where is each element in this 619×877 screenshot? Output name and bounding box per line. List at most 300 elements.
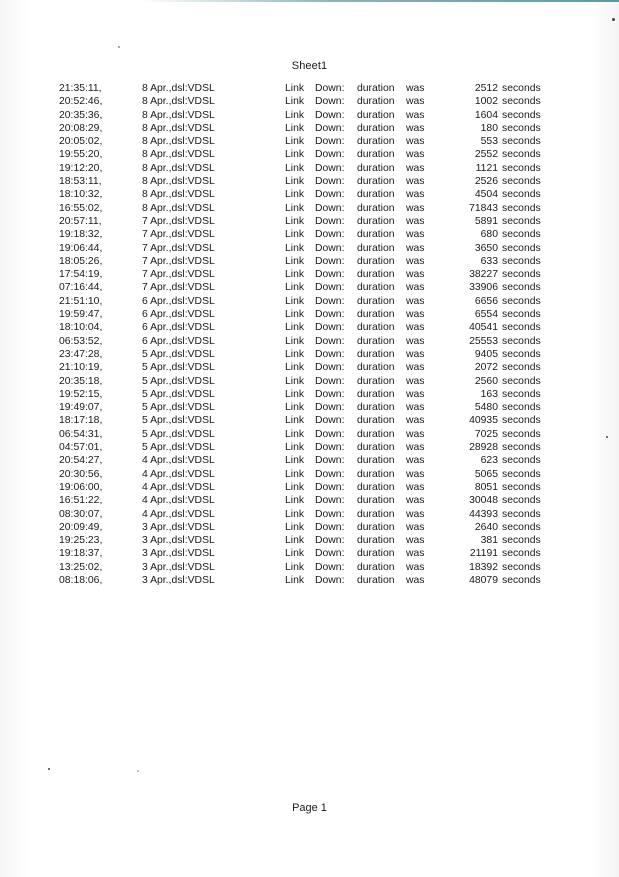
table-row bbox=[0, 95, 619, 108]
time-cell: 16:55:02, bbox=[59, 202, 103, 214]
table-row bbox=[0, 308, 619, 321]
down-cell: Down: bbox=[315, 189, 345, 201]
down-cell: Down: bbox=[315, 415, 345, 427]
was-cell: was bbox=[406, 176, 425, 188]
table-row bbox=[0, 428, 619, 441]
seconds-value-cell: 180 bbox=[480, 122, 498, 134]
table-row bbox=[0, 414, 619, 427]
down-cell: Down: bbox=[315, 402, 345, 414]
unit-cell: seconds bbox=[502, 229, 541, 241]
time-cell: 07:16:44, bbox=[59, 282, 103, 294]
table-row bbox=[0, 242, 619, 255]
duration-label-cell: duration bbox=[357, 388, 395, 400]
date-cell: 7 Apr.,dsl:VDSL bbox=[142, 215, 215, 227]
scan-speck bbox=[48, 768, 50, 770]
date-cell: 8 Apr.,dsl:VDSL bbox=[142, 109, 215, 121]
duration-label-cell: duration bbox=[357, 375, 395, 387]
was-cell: was bbox=[406, 375, 425, 387]
link-cell: Link bbox=[285, 481, 305, 493]
date-cell: 8 Apr.,dsl:VDSL bbox=[142, 122, 215, 134]
duration-label-cell: duration bbox=[357, 335, 395, 347]
down-cell: Down: bbox=[315, 215, 345, 227]
link-cell: Link bbox=[285, 375, 305, 387]
time-cell: 08:18:06, bbox=[59, 574, 103, 586]
unit-cell: seconds bbox=[502, 442, 541, 454]
table-row bbox=[0, 295, 619, 308]
seconds-value-cell: 5480 bbox=[474, 402, 498, 414]
link-cell: Link bbox=[285, 255, 305, 267]
time-cell: 13:25:02, bbox=[59, 561, 103, 573]
was-cell: was bbox=[406, 348, 425, 360]
duration-label-cell: duration bbox=[357, 442, 395, 454]
link-cell: Link bbox=[285, 109, 305, 121]
date-cell: 3 Apr.,dsl:VDSL bbox=[142, 521, 215, 533]
down-cell: Down: bbox=[315, 348, 345, 360]
unit-cell: seconds bbox=[502, 375, 541, 387]
link-cell: Link bbox=[285, 136, 305, 148]
down-cell: Down: bbox=[315, 202, 345, 214]
unit-cell: seconds bbox=[502, 269, 541, 281]
table-row bbox=[0, 494, 619, 507]
table-row bbox=[0, 335, 619, 348]
time-cell: 17:54:19, bbox=[59, 269, 103, 281]
link-cell: Link bbox=[285, 574, 305, 586]
table-row bbox=[0, 255, 619, 268]
seconds-value-cell: 163 bbox=[480, 388, 498, 400]
time-cell: 20:57:11, bbox=[59, 215, 102, 227]
table-row bbox=[0, 534, 619, 547]
down-cell: Down: bbox=[315, 322, 345, 334]
date-cell: 5 Apr.,dsl:VDSL bbox=[142, 402, 215, 414]
seconds-value-cell: 2560 bbox=[474, 375, 498, 387]
seconds-value-cell: 8051 bbox=[474, 481, 498, 493]
down-cell: Down: bbox=[315, 122, 345, 134]
down-cell: Down: bbox=[315, 521, 345, 533]
time-cell: 20:35:18, bbox=[59, 375, 103, 387]
time-cell: 19:18:37, bbox=[59, 548, 103, 560]
duration-label-cell: duration bbox=[357, 215, 395, 227]
seconds-value-cell: 9405 bbox=[474, 348, 498, 360]
unit-cell: seconds bbox=[502, 561, 541, 573]
link-cell: Link bbox=[285, 189, 305, 201]
unit-cell: seconds bbox=[502, 189, 541, 201]
unit-cell: seconds bbox=[502, 309, 541, 321]
seconds-value-cell: 33906 bbox=[469, 282, 498, 294]
link-cell: Link bbox=[285, 402, 305, 414]
seconds-value-cell: 2526 bbox=[474, 176, 498, 188]
duration-label-cell: duration bbox=[357, 362, 395, 374]
seconds-value-cell: 2552 bbox=[474, 149, 498, 161]
table-row bbox=[0, 481, 619, 494]
date-cell: 8 Apr.,dsl:VDSL bbox=[142, 136, 215, 148]
time-cell: 19:06:44, bbox=[59, 242, 103, 254]
seconds-value-cell: 6656 bbox=[474, 295, 498, 307]
was-cell: was bbox=[406, 535, 425, 547]
seconds-value-cell: 680 bbox=[480, 229, 498, 241]
was-cell: was bbox=[406, 362, 425, 374]
was-cell: was bbox=[406, 96, 425, 108]
date-cell: 6 Apr.,dsl:VDSL bbox=[142, 309, 215, 321]
was-cell: was bbox=[406, 189, 425, 201]
seconds-value-cell: 1002 bbox=[474, 96, 498, 108]
unit-cell: seconds bbox=[502, 468, 541, 480]
table-row bbox=[0, 202, 619, 215]
link-cell: Link bbox=[285, 149, 305, 161]
down-cell: Down: bbox=[315, 96, 345, 108]
duration-label-cell: duration bbox=[357, 229, 395, 241]
table-row bbox=[0, 215, 619, 228]
was-cell: was bbox=[406, 322, 425, 334]
unit-cell: seconds bbox=[502, 548, 541, 560]
was-cell: was bbox=[406, 109, 425, 121]
was-cell: was bbox=[406, 574, 425, 586]
date-cell: 7 Apr.,dsl:VDSL bbox=[142, 269, 215, 281]
time-cell: 19:55:20, bbox=[59, 149, 103, 161]
down-cell: Down: bbox=[315, 255, 345, 267]
seconds-value-cell: 623 bbox=[480, 455, 498, 467]
was-cell: was bbox=[406, 561, 425, 573]
down-cell: Down: bbox=[315, 295, 345, 307]
time-cell: 19:06:00, bbox=[59, 481, 103, 493]
date-cell: 8 Apr.,dsl:VDSL bbox=[142, 83, 215, 94]
down-cell: Down: bbox=[315, 136, 345, 148]
date-cell: 8 Apr.,dsl:VDSL bbox=[142, 176, 215, 188]
time-cell: 21:35:11, bbox=[59, 83, 102, 94]
unit-cell: seconds bbox=[502, 508, 541, 520]
duration-label-cell: duration bbox=[357, 348, 395, 360]
table-row bbox=[0, 574, 619, 587]
duration-label-cell: duration bbox=[357, 402, 395, 414]
link-cell: Link bbox=[285, 362, 305, 374]
down-cell: Down: bbox=[315, 495, 345, 507]
date-cell: 4 Apr.,dsl:VDSL bbox=[142, 481, 215, 493]
down-cell: Down: bbox=[315, 242, 345, 254]
was-cell: was bbox=[406, 388, 425, 400]
time-cell: 20:30:56, bbox=[59, 468, 103, 480]
time-cell: 20:05:02, bbox=[59, 136, 103, 148]
table-row bbox=[0, 148, 619, 161]
seconds-value-cell: 4504 bbox=[474, 189, 498, 201]
unit-cell: seconds bbox=[502, 282, 541, 294]
duration-label-cell: duration bbox=[357, 468, 395, 480]
duration-label-cell: duration bbox=[357, 561, 395, 573]
link-cell: Link bbox=[285, 176, 305, 188]
time-cell: 18:10:04, bbox=[59, 322, 103, 334]
date-cell: 5 Apr.,dsl:VDSL bbox=[142, 415, 215, 427]
date-cell: 7 Apr.,dsl:VDSL bbox=[142, 255, 215, 267]
unit-cell: seconds bbox=[502, 295, 541, 307]
link-cell: Link bbox=[285, 548, 305, 560]
table-row bbox=[0, 401, 619, 414]
link-cell: Link bbox=[285, 242, 305, 254]
link-cell: Link bbox=[285, 309, 305, 321]
duration-label-cell: duration bbox=[357, 495, 395, 507]
link-cell: Link bbox=[285, 96, 305, 108]
down-cell: Down: bbox=[315, 229, 345, 241]
link-cell: Link bbox=[285, 335, 305, 347]
unit-cell: seconds bbox=[502, 215, 541, 227]
time-cell: 19:12:20, bbox=[59, 162, 103, 174]
unit-cell: seconds bbox=[502, 402, 541, 414]
table-row bbox=[0, 281, 619, 294]
seconds-value-cell: 48079 bbox=[469, 574, 498, 586]
seconds-value-cell: 44393 bbox=[469, 508, 498, 520]
date-cell: 6 Apr.,dsl:VDSL bbox=[142, 295, 215, 307]
unit-cell: seconds bbox=[502, 428, 541, 440]
date-cell: 4 Apr.,dsl:VDSL bbox=[142, 468, 215, 480]
duration-label-cell: duration bbox=[357, 176, 395, 188]
date-cell: 3 Apr.,dsl:VDSL bbox=[142, 561, 215, 573]
duration-label-cell: duration bbox=[357, 109, 395, 121]
duration-label-cell: duration bbox=[357, 309, 395, 321]
time-cell: 19:59:47, bbox=[59, 309, 103, 321]
unit-cell: seconds bbox=[502, 415, 541, 427]
was-cell: was bbox=[406, 269, 425, 281]
date-cell: 8 Apr.,dsl:VDSL bbox=[142, 96, 215, 108]
link-cell: Link bbox=[285, 495, 305, 507]
duration-label-cell: duration bbox=[357, 322, 395, 334]
duration-label-cell: duration bbox=[357, 548, 395, 560]
link-cell: Link bbox=[285, 535, 305, 547]
duration-label-cell: duration bbox=[357, 162, 395, 174]
down-cell: Down: bbox=[315, 388, 345, 400]
table-row bbox=[0, 521, 619, 534]
duration-label-cell: duration bbox=[357, 535, 395, 547]
table-row bbox=[0, 268, 619, 281]
table-row bbox=[0, 547, 619, 560]
link-cell: Link bbox=[285, 215, 305, 227]
down-cell: Down: bbox=[315, 375, 345, 387]
link-cell: Link bbox=[285, 508, 305, 520]
time-cell: 20:54:27, bbox=[59, 455, 103, 467]
was-cell: was bbox=[406, 295, 425, 307]
seconds-value-cell: 30048 bbox=[469, 495, 498, 507]
table-row bbox=[0, 109, 619, 122]
date-cell: 5 Apr.,dsl:VDSL bbox=[142, 375, 215, 387]
seconds-value-cell: 1121 bbox=[475, 162, 498, 174]
unit-cell: seconds bbox=[502, 535, 541, 547]
page-number: Page 1 bbox=[292, 802, 327, 814]
date-cell: 4 Apr.,dsl:VDSL bbox=[142, 508, 215, 520]
date-cell: 8 Apr.,dsl:VDSL bbox=[142, 189, 215, 201]
was-cell: was bbox=[406, 521, 425, 533]
was-cell: was bbox=[406, 255, 425, 267]
duration-label-cell: duration bbox=[357, 508, 395, 520]
was-cell: was bbox=[406, 229, 425, 241]
unit-cell: seconds bbox=[502, 83, 541, 94]
link-cell: Link bbox=[285, 269, 305, 281]
date-cell: 5 Apr.,dsl:VDSL bbox=[142, 348, 215, 360]
time-cell: 18:17:18, bbox=[59, 415, 103, 427]
table-row bbox=[0, 122, 619, 135]
time-cell: 20:09:49, bbox=[59, 521, 103, 533]
unit-cell: seconds bbox=[502, 322, 541, 334]
time-cell: 06:53:52, bbox=[59, 335, 103, 347]
was-cell: was bbox=[406, 428, 425, 440]
date-cell: 3 Apr.,dsl:VDSL bbox=[142, 535, 215, 547]
seconds-value-cell: 40935 bbox=[469, 415, 498, 427]
was-cell: was bbox=[406, 442, 425, 454]
was-cell: was bbox=[406, 508, 425, 520]
time-cell: 18:10:32, bbox=[59, 189, 103, 201]
down-cell: Down: bbox=[315, 83, 345, 94]
time-cell: 20:08:29, bbox=[59, 122, 103, 134]
date-cell: 4 Apr.,dsl:VDSL bbox=[142, 455, 215, 467]
date-cell: 5 Apr.,dsl:VDSL bbox=[142, 428, 215, 440]
was-cell: was bbox=[406, 162, 425, 174]
seconds-value-cell: 6554 bbox=[474, 309, 498, 321]
unit-cell: seconds bbox=[502, 348, 541, 360]
time-cell: 23:47:28, bbox=[59, 348, 103, 360]
unit-cell: seconds bbox=[502, 162, 541, 174]
time-cell: 19:52:15, bbox=[59, 388, 103, 400]
duration-label-cell: duration bbox=[357, 83, 395, 94]
seconds-value-cell: 2072 bbox=[474, 362, 498, 374]
was-cell: was bbox=[406, 282, 425, 294]
table-row bbox=[0, 361, 619, 374]
link-cell: Link bbox=[285, 295, 305, 307]
was-cell: was bbox=[406, 468, 425, 480]
duration-label-cell: duration bbox=[357, 136, 395, 148]
table-row bbox=[0, 175, 619, 188]
table-row bbox=[0, 348, 619, 361]
was-cell: was bbox=[406, 455, 425, 467]
log-table bbox=[0, 82, 619, 587]
time-cell: 06:54:31, bbox=[59, 428, 103, 440]
table-row bbox=[0, 321, 619, 334]
down-cell: Down: bbox=[315, 508, 345, 520]
link-cell: Link bbox=[285, 521, 305, 533]
down-cell: Down: bbox=[315, 109, 345, 121]
down-cell: Down: bbox=[315, 282, 345, 294]
time-cell: 20:35:36, bbox=[59, 109, 103, 121]
seconds-value-cell: 21191 bbox=[469, 548, 498, 560]
link-cell: Link bbox=[285, 202, 305, 214]
link-cell: Link bbox=[285, 428, 305, 440]
date-cell: 7 Apr.,dsl:VDSL bbox=[142, 229, 215, 241]
link-cell: Link bbox=[285, 322, 305, 334]
down-cell: Down: bbox=[315, 309, 345, 321]
date-cell: 6 Apr.,dsl:VDSL bbox=[142, 322, 215, 334]
scan-speck bbox=[612, 18, 615, 21]
was-cell: was bbox=[406, 136, 425, 148]
table-row bbox=[0, 561, 619, 574]
unit-cell: seconds bbox=[502, 122, 541, 134]
date-cell: 8 Apr.,dsl:VDSL bbox=[142, 162, 215, 174]
date-cell: 3 Apr.,dsl:VDSL bbox=[142, 548, 215, 560]
duration-label-cell: duration bbox=[357, 574, 395, 586]
scan-speck bbox=[137, 770, 139, 772]
unit-cell: seconds bbox=[502, 109, 541, 121]
link-cell: Link bbox=[285, 455, 305, 467]
seconds-value-cell: 38227 bbox=[469, 269, 498, 281]
seconds-value-cell: 40541 bbox=[469, 322, 498, 334]
time-cell: 21:10:19, bbox=[59, 362, 103, 374]
link-cell: Link bbox=[285, 122, 305, 134]
date-cell: 7 Apr.,dsl:VDSL bbox=[142, 282, 215, 294]
unit-cell: seconds bbox=[502, 242, 541, 254]
unit-cell: seconds bbox=[502, 96, 541, 108]
duration-label-cell: duration bbox=[357, 269, 395, 281]
date-cell: 8 Apr.,dsl:VDSL bbox=[142, 202, 215, 214]
seconds-value-cell: 5891 bbox=[474, 215, 498, 227]
seconds-value-cell: 28928 bbox=[469, 442, 498, 454]
seconds-value-cell: 18392 bbox=[469, 561, 498, 573]
seconds-value-cell: 1604 bbox=[474, 109, 498, 121]
date-cell: 6 Apr.,dsl:VDSL bbox=[142, 335, 215, 347]
seconds-value-cell: 381 bbox=[480, 535, 498, 547]
was-cell: was bbox=[406, 309, 425, 321]
seconds-value-cell: 3650 bbox=[474, 242, 498, 254]
time-cell: 19:49:07, bbox=[59, 402, 103, 414]
was-cell: was bbox=[406, 402, 425, 414]
unit-cell: seconds bbox=[502, 202, 541, 214]
table-row bbox=[0, 508, 619, 521]
table-row bbox=[0, 375, 619, 388]
link-cell: Link bbox=[285, 561, 305, 573]
time-cell: 08:30:07, bbox=[59, 508, 103, 520]
unit-cell: seconds bbox=[502, 136, 541, 148]
duration-label-cell: duration bbox=[357, 455, 395, 467]
unit-cell: seconds bbox=[502, 176, 541, 188]
down-cell: Down: bbox=[315, 269, 345, 281]
date-cell: 5 Apr.,dsl:VDSL bbox=[142, 388, 215, 400]
was-cell: was bbox=[406, 415, 425, 427]
unit-cell: seconds bbox=[502, 149, 541, 161]
scan-speck bbox=[118, 46, 120, 48]
date-cell: 5 Apr.,dsl:VDSL bbox=[142, 442, 215, 454]
down-cell: Down: bbox=[315, 442, 345, 454]
duration-label-cell: duration bbox=[357, 295, 395, 307]
link-cell: Link bbox=[285, 388, 305, 400]
seconds-value-cell: 71843 bbox=[469, 202, 498, 214]
seconds-value-cell: 633 bbox=[480, 255, 498, 267]
scan-edge bbox=[140, 0, 619, 2]
duration-label-cell: duration bbox=[357, 521, 395, 533]
down-cell: Down: bbox=[315, 162, 345, 174]
seconds-value-cell: 2640 bbox=[474, 521, 498, 533]
unit-cell: seconds bbox=[502, 362, 541, 374]
duration-label-cell: duration bbox=[357, 189, 395, 201]
time-cell: 20:52:46, bbox=[59, 96, 103, 108]
time-cell: 19:18:32, bbox=[59, 229, 103, 241]
down-cell: Down: bbox=[315, 428, 345, 440]
date-cell: 8 Apr.,dsl:VDSL bbox=[142, 149, 215, 161]
date-cell: 7 Apr.,dsl:VDSL bbox=[142, 242, 215, 254]
down-cell: Down: bbox=[315, 481, 345, 493]
date-cell: 4 Apr.,dsl:VDSL bbox=[142, 495, 215, 507]
table-row bbox=[0, 135, 619, 148]
link-cell: Link bbox=[285, 468, 305, 480]
unit-cell: seconds bbox=[502, 335, 541, 347]
duration-label-cell: duration bbox=[357, 122, 395, 134]
unit-cell: seconds bbox=[502, 521, 541, 533]
down-cell: Down: bbox=[315, 335, 345, 347]
down-cell: Down: bbox=[315, 455, 345, 467]
seconds-value-cell: 2512 bbox=[474, 83, 498, 94]
duration-label-cell: duration bbox=[357, 96, 395, 108]
duration-label-cell: duration bbox=[357, 282, 395, 294]
link-cell: Link bbox=[285, 442, 305, 454]
unit-cell: seconds bbox=[502, 574, 541, 586]
was-cell: was bbox=[406, 122, 425, 134]
was-cell: was bbox=[406, 215, 425, 227]
was-cell: was bbox=[406, 242, 425, 254]
table-row bbox=[0, 188, 619, 201]
seconds-value-cell: 5065 bbox=[474, 468, 498, 480]
seconds-value-cell: 7025 bbox=[474, 428, 498, 440]
duration-label-cell: duration bbox=[357, 415, 395, 427]
